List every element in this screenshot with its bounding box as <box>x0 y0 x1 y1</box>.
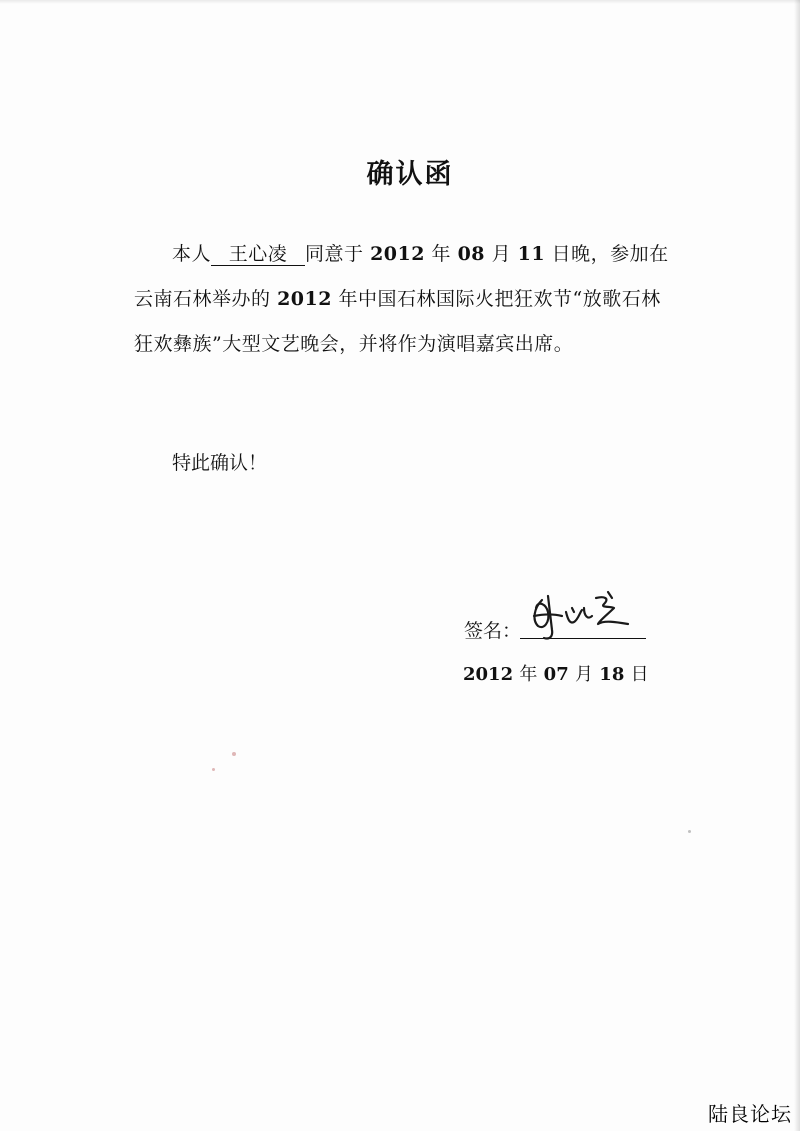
event-month: 08 <box>457 243 486 265</box>
body-rest: 年中国石林国际火把狂欢节“放歌石林 狂欢彝族”大型文艺晚会，并将作为演唱嘉宾出席。 <box>134 288 661 355</box>
date-yue: 月 <box>575 664 594 685</box>
paper-speck <box>232 752 236 756</box>
signature-block <box>464 612 664 646</box>
closing-line: 特此确认！ <box>172 452 268 474</box>
event-ri-rest: 日晚，参加在云南石林举办的 <box>134 243 669 310</box>
paper-speck <box>688 830 691 833</box>
date-month: 07 <box>543 664 569 685</box>
event-day: 11 <box>517 243 546 265</box>
paper-speck <box>212 768 215 771</box>
date-ri: 日 <box>630 664 649 685</box>
letter-body <box>134 232 686 367</box>
handwritten-signature <box>524 586 634 642</box>
underlined-name: 王心凌 <box>211 243 305 266</box>
event-nian: 年 <box>431 243 452 265</box>
date-nian: 年 <box>519 664 538 685</box>
forum-watermark: 陆良论坛 <box>708 1102 792 1126</box>
signature-label: 签名： <box>464 620 522 642</box>
scan-edge-top <box>0 0 800 4</box>
festival-year: 2012 <box>277 288 332 310</box>
body-agree: 同意于 <box>305 243 364 265</box>
date-year: 2012 <box>463 664 514 685</box>
event-yue: 月 <box>491 243 512 265</box>
signature-date <box>463 660 649 686</box>
event-year: 2012 <box>370 243 425 265</box>
date-day: 18 <box>599 664 625 685</box>
body-prefix: 本人 <box>172 243 212 265</box>
letter-title: 确认函 <box>366 159 454 190</box>
